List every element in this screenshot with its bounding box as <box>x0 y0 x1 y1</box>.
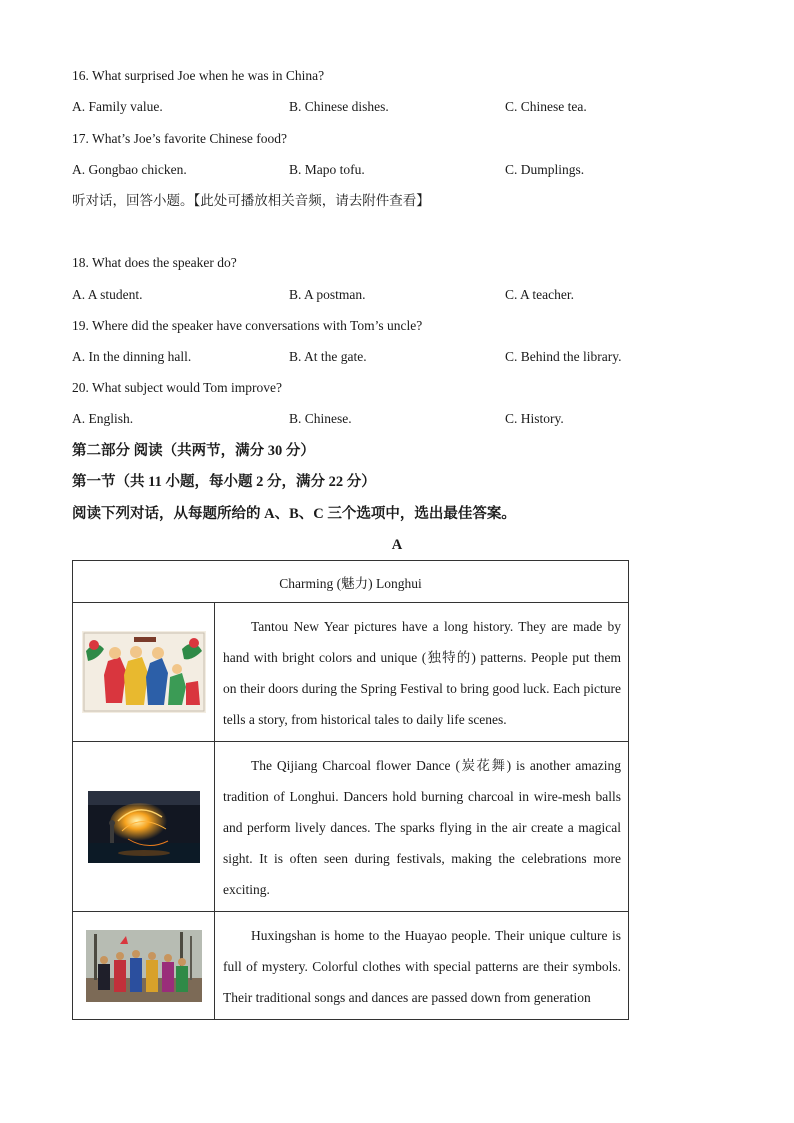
q19-option-c: C. Behind the library. <box>505 349 622 364</box>
q20-option-b: B. Chinese. <box>289 411 352 426</box>
table-title: Charming (魅力) Longhui <box>73 561 629 603</box>
q19-option-b: B. At the gate. <box>289 349 367 364</box>
question-19: 19. Where did the speaker have conversations with Tom’s uncle? <box>72 318 423 333</box>
reading-instruction: 阅读下列对话，从每题所给的 A、B、C 三个选项中，选出最佳答案。 <box>72 506 516 522</box>
q18-option-b: B. A postman. <box>289 287 366 302</box>
reading-table <box>72 560 629 1020</box>
listening-instruction: 听对话，回答小题。【此处可播放相关音频，请去附件查看】 <box>72 193 430 208</box>
question-16: 16. What surprised Joe when he was in China? <box>72 68 325 83</box>
q16-option-b: B. Chinese dishes. <box>289 99 389 114</box>
passage-label: A <box>391 537 403 553</box>
question-17: 17. What’s Joe’s favorite Chinese food? <box>72 131 287 146</box>
question-18: 18. What does the speaker do? <box>72 255 237 270</box>
q17-option-b: B. Mapo tofu. <box>289 162 365 177</box>
table-text-cell: Huxingshan is home to the Huayao people. Their unique culture is full of mystery. Colorful clothes with special patterns are their symbols. Their traditional songs and dances are passed down from generation <box>215 912 629 1020</box>
q17-option-a: A. Gongbao chicken. <box>72 162 187 177</box>
new-year-picture-image <box>82 631 206 713</box>
table-image-cell <box>73 742 215 912</box>
charcoal-flower-dance-image <box>88 791 200 863</box>
table-text-cell: The Qijiang Charcoal flower Dance (炭花舞) is another amazing tradition of Longhui. Dancers hold burning charcoal in wire-mesh balls and perform lively dances. The sparks flying in the air create a magical sight. It is often seen during festivals, making the celebrations more exciting. <box>215 742 629 912</box>
section1-heading: 第一节（共 11 小题，每小题 2 分，满分 22 分） <box>72 474 376 490</box>
q16-option-c: C. Chinese tea. <box>505 99 587 114</box>
q19-option-a: A. In the dinning hall. <box>72 349 192 364</box>
q18-option-a: A. A student. <box>72 287 143 302</box>
q18-option-c: C. A teacher. <box>505 287 574 302</box>
question-20: 20. What subject would Tom improve? <box>72 380 283 395</box>
table-text-cell: Tantou New Year pictures have a long history. They are made by hand with bright colors and unique (独特的) patterns. People put them on their doors during the Spring Festival to bring good luck. Each picture tells a story, from historical tales to daily life scenes. <box>215 603 629 742</box>
q20-option-c: C. History. <box>505 411 564 426</box>
q17-option-c: C. Dumplings. <box>505 162 585 177</box>
q16-option-a: A. Family value. <box>72 99 163 114</box>
table-image-cell <box>73 912 215 1020</box>
part2-heading: 第二部分 阅读（共两节，满分 30 分） <box>72 443 315 459</box>
huayao-people-image <box>86 930 202 1002</box>
table-image-cell <box>73 603 215 742</box>
q20-option-a: A. English. <box>72 411 134 426</box>
